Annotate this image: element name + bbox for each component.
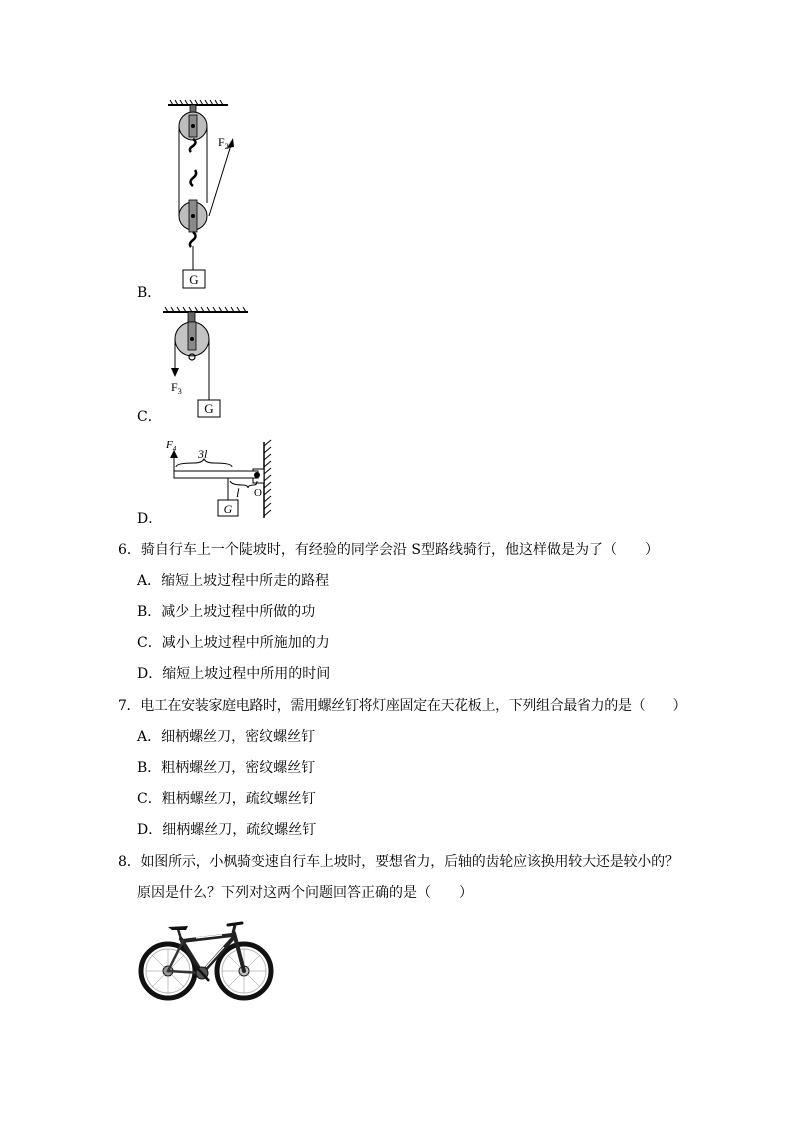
question-6-option-a: A．缩短上坡过程中所走的路程 xyxy=(137,573,330,589)
figure-d-force-label: F xyxy=(166,439,173,451)
question-7-stem: 7．电工在安装家庭电路时，需用螺丝钉将灯座固定在天花板上，下列组合最省力的是（ ） xyxy=(118,698,687,714)
figure-c-weight-label: G xyxy=(204,401,214,416)
option-b-label: B． xyxy=(137,285,162,301)
figure-b-force-subscript: 2 xyxy=(224,142,229,151)
question-8-stem-line-2: 原因是什么？下列对这两个问题回答正确的是（ ） xyxy=(137,885,473,901)
figure-c-force-subscript: 3 xyxy=(177,387,182,396)
question-7-option-a: A．细柄螺丝刀，密纹螺丝钉 xyxy=(137,729,316,745)
question-7-option-b: B．粗柄螺丝刀，密纹螺丝钉 xyxy=(137,760,316,776)
svg-text:F4 xyxy=(165,439,177,453)
option-c-label: C． xyxy=(137,409,162,425)
figure-c-fixed-pulley xyxy=(160,305,280,420)
question-8-stem-line-1: 8．如图所示，小枫骑变速自行车上坡时，要想省力，后轴的齿轮应该换用较大还是较小的？ xyxy=(118,854,679,870)
figure-d-weight-label: G xyxy=(223,502,233,516)
svg-text:F2 xyxy=(218,135,229,151)
figure-d-lever xyxy=(160,436,285,524)
question-6-option-b: B．减少上坡过程中所做的功 xyxy=(137,604,316,620)
figure-b-pulley-block xyxy=(160,98,280,293)
question-6-option-c: C．减小上坡过程中所施加的力 xyxy=(137,635,330,651)
figure-b-weight-label: G xyxy=(189,272,199,287)
figure-d-long-arm-label: 3l xyxy=(198,447,208,461)
figure-c-force-label: F xyxy=(171,380,178,394)
bicycle-image xyxy=(136,915,276,1005)
question-6-stem: 6．骑自行车上一个陡坡时，有经验的同学会沿 S型路线骑行，他这样做是为了（ ） xyxy=(118,542,659,558)
figure-d-short-arm-label: l xyxy=(236,485,240,500)
question-6-option-d: D．缩短上坡过程中所用的时间 xyxy=(137,666,331,682)
option-d-label: D． xyxy=(137,511,163,527)
figure-d-force-subscript: 4 xyxy=(172,445,177,453)
question-7-option-d: D．细柄螺丝刀，疏纹螺丝钉 xyxy=(137,822,317,838)
svg-text:F3 xyxy=(171,380,182,396)
question-7-option-c: C．粗柄螺丝刀，疏纹螺丝钉 xyxy=(137,791,316,807)
figure-b-force-label: F xyxy=(218,135,225,149)
figure-d-pivot-label: O xyxy=(254,487,262,499)
